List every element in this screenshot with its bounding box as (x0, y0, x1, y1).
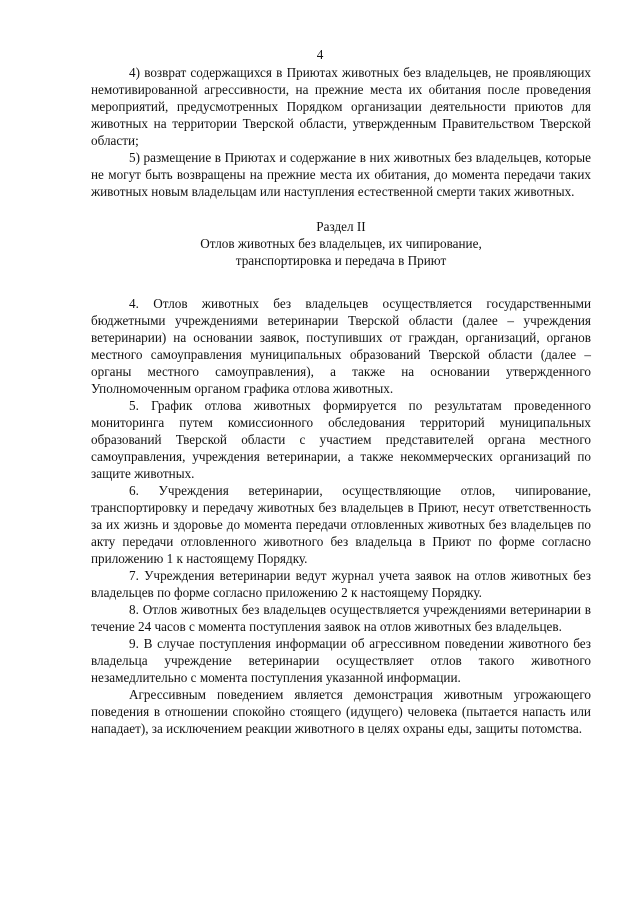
section-title-line-2: транспортировка и передача в Приют (235, 253, 447, 268)
paragraph-6: 6. Учреждения ветеринарии, осуществляющие отлов, чипирование, транспортировку и передачу животных без владельцев в Приют, несут ответственность за их жизнь и здоровье до момента передачи отловленных животных без владельцев по акту передачи отловленного животного без владельца в Приют по форме согласно приложению 1 к настоящему Порядку. (91, 483, 591, 566)
paragraph-5: 5. График отлова животных формируется по результатам проведенного мониторинга путем комиссионного обследования территорий муниципальных образований Тверской области с участием представителей органа местного самоуправления, учреждения ветеринарии, а также некоммерческих организаций по защите животных. (91, 398, 591, 481)
list-item-5: 5) размещение в Приютах и содержание в них животных без владельцев, которые не могут быть возвращены на прежние места их обитания, до момента передачи таких животных новым владельцам или наступления естественной смерти таких животных. (91, 150, 591, 199)
paragraph-7: 7. Учреждения ветеринарии ведут журнал учета заявок на отлов животных без владельцев по форме согласно приложению 2 к настоящему Порядку. (91, 568, 591, 600)
list-item-4: 4) возврат содержащихся в Приютах животных без владельцев, не проявляющих немотивированной агрессивности, на прежние места их обитания после проведения мероприятий, предусмотренных Порядком организации деятельности приютов для животных на территории Тверской области, утвержденным Правительством Тверской области; (91, 65, 591, 148)
paragraph-aggressive-behavior: Агрессивным поведением является демонстрация животным угрожающего поведения в отношении спокойно стоящего (идущего) человека (пытается напасть или нападает), за исключением реакции животного в целях охраны еды, защиты потомства. (91, 687, 591, 736)
page-number: 4 (316, 47, 324, 62)
section-title-line-1: Отлов животных без владельцев, их чипирование, (200, 236, 482, 251)
paragraph-4: 4. Отлов животных без владельцев осуществляется государственными бюджетными учреждениями ветеринарии Тверской области (далее – учреждения ветеринарии) на основании заявок, поступивших от граждан, организаций, органов местного самоуправления муниципальных образований Тверской области (далее – органы местного самоуправления), а также на основании утвержденного Уполномоченным органом графика отлова животных. (91, 296, 591, 396)
paragraph-8: 8. Отлов животных без владельцев осуществляется учреждениями ветеринарии в течение 24 часов с момента поступления заявок на отлов животных без владельцев. (91, 602, 591, 634)
section-number: Раздел II (316, 219, 366, 234)
paragraph-9: 9. В случае поступления информации об агрессивном поведении животного без владельца учреждение ветеринарии осуществляет отлов такого животного незамедлительно с момента поступления указанной информации. (91, 636, 591, 685)
document-body (91, 64, 591, 737)
